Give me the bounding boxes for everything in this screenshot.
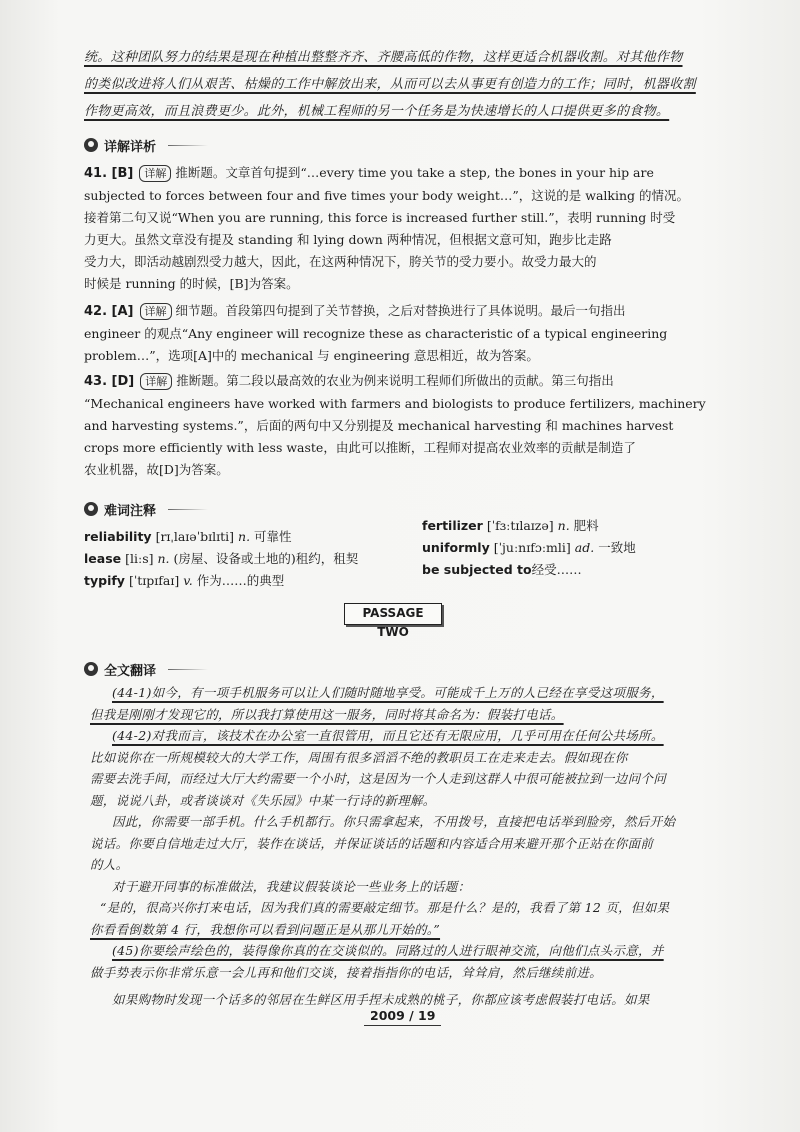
answer-number: 43. [D] bbox=[84, 374, 135, 389]
vocab-word: typify bbox=[84, 573, 125, 588]
translation-text: (44-2)对我而言，该技术在办公室一直很管用，而且它还有无限应用，几乎可用在任何公共场所。 bbox=[112, 728, 664, 743]
bullet-circle-icon bbox=[84, 662, 98, 676]
detail-tag: 详解 bbox=[139, 165, 171, 182]
translation-text: (44-1)如今，有一项手机服务可以让人们随时随地享受。可能成千上万的人已经在享受这项服务， bbox=[112, 685, 664, 700]
answer-line: 受力大，即活动越剧烈受力越大，因此，在这两种情况下，胯关节的受力要小。故受力最大的 bbox=[84, 254, 597, 269]
section-explain-heading bbox=[84, 134, 744, 156]
vocab-pron: [liːs] bbox=[125, 551, 154, 566]
vocab-pos: v. bbox=[183, 573, 193, 588]
answer-line: problem…”，选项[A]中的 mechanical 与 engineering 意思相近，故为答案。 bbox=[84, 348, 539, 363]
vocab-pos: n. bbox=[238, 529, 251, 544]
vocab-def: 可靠性 bbox=[254, 529, 292, 544]
translation-line: 需要去洗手间，而经过大厅大约需要一个小时，这是因为一个人走到这群人中很可能被拉到一边问个问 bbox=[90, 771, 667, 786]
answer-line: crops more efficiently with less waste，由此可以推断，工程师对提高农业效率的贡献是制造了 bbox=[84, 440, 636, 455]
vocab-pos: n. bbox=[557, 518, 570, 533]
vocab-left-list bbox=[84, 526, 414, 592]
vocab-def: 经受…… bbox=[531, 562, 582, 577]
answer-number: 41. [B] bbox=[84, 166, 134, 181]
translation-line bbox=[90, 725, 750, 747]
answer-line: 推断题。第二段以最高效的农业为例来说明工程师们所做出的贡献。第三句指出 bbox=[176, 373, 614, 388]
translation-text: (45)你要绘声绘色的，装得像你真的在交谈似的。同路过的人进行眼神交流，向他们点头示意，并 bbox=[112, 943, 664, 958]
answer-line: subjected to forces between four and five times your body weight…”，这说的是 walking 的情况。 bbox=[84, 188, 690, 203]
translation-line: “是的，很高兴你打来电话，因为我们真的需要敲定细节。那是什么？是的，我看了第 12 页，但如果 bbox=[100, 900, 670, 915]
translation-line bbox=[90, 940, 750, 962]
vocab-def: 一致地 bbox=[598, 540, 636, 555]
translation-text: 你看看倒数第 4 行，我想你可以看到问题正是从那儿开始的。” bbox=[90, 921, 441, 937]
vocab-def: 肥料 bbox=[573, 518, 599, 533]
answer-number: 42. [A] bbox=[84, 304, 134, 319]
vocab-item bbox=[84, 570, 414, 592]
vocab-def: (房屋、设备或土地的)租约，租契 bbox=[173, 551, 359, 566]
vocab-pron: [ˈjuːnɪfɔːmli] bbox=[493, 540, 571, 555]
answer-line: engineer 的观点“Any engineer will recognize these as characteristic of a typical engineering bbox=[84, 326, 668, 341]
section-explain-label: 详解详析 bbox=[104, 139, 157, 155]
vocab-word: reliability bbox=[84, 529, 152, 544]
answer-line: 推断题。文章首句提到“…every time you take a step, the bones in your hip are bbox=[175, 165, 654, 180]
top-line-2: 的类似改进将人们从艰苦、枯燥的工作中解放出来，从而可以去从事更有创造力的工作；同时，机器收割 bbox=[84, 77, 696, 92]
top-line-3 bbox=[84, 98, 744, 125]
answer-line: “Mechanical engineers have worked with farmers and biologists to produce fertilizers, machinery bbox=[84, 396, 706, 411]
translation-line: 做手势表示你非常乐意一会儿再和他们交谈，接着指指你的电话，耸耸肩，然后继续前进。 bbox=[90, 964, 603, 980]
translation-line: 比如说你在一所规模较大的大学工作，周围有很多滔滔不绝的教职员工在走来走去。假如现在你 bbox=[90, 749, 628, 765]
vocab-word: fertilizer bbox=[422, 518, 483, 533]
bullet-circle-icon bbox=[84, 502, 98, 516]
heading-rule bbox=[168, 145, 208, 146]
translation-line: 的人。 bbox=[90, 857, 129, 872]
translation-line bbox=[90, 682, 750, 704]
vocab-pron: [ˈfɜːtɪlaɪzə] bbox=[486, 518, 554, 533]
answer-line: and harvesting systems.”，后面的两句中又分别提及 mechanical harvesting 和 machines harvest bbox=[84, 418, 674, 433]
translation-line bbox=[90, 704, 750, 726]
answer-42 bbox=[84, 300, 744, 367]
bullet-circle-icon bbox=[84, 138, 98, 152]
vocab-item bbox=[422, 515, 752, 537]
answer-line: 农业机器，故[D]为答案。 bbox=[84, 462, 229, 477]
section-translate-heading bbox=[84, 658, 744, 680]
section-translate-label: 全文翻译 bbox=[104, 663, 157, 679]
vocab-pron: [ˈtɪpɪfaɪ] bbox=[128, 573, 180, 588]
translation-line: 对于避开同事的标准做法，我建议假装谈论一些业务上的话题： bbox=[112, 878, 471, 894]
translation-line: 如果购物时发现一个话多的邻居在生鲜区用手捏未成熟的桃子，你都应该考虑假装打电话。如果 bbox=[112, 992, 650, 1007]
answer-line: 细节题。首段第四句提到了关节替换，之后对替换进行了具体说明。最后一句指出 bbox=[175, 303, 626, 318]
translation-text: 但我是刚刚才发现它的，所以我打算使用这一服务，同时将其命名为：假装打电话。 bbox=[90, 706, 564, 722]
detail-tag: 详解 bbox=[140, 373, 172, 390]
vocab-word: uniformly bbox=[422, 540, 490, 555]
detail-tag: 详解 bbox=[140, 303, 172, 320]
vocab-item bbox=[84, 526, 414, 548]
vocab-pos: ad. bbox=[574, 540, 595, 555]
translation-line: 说话。你要自信地走过大厅，装作在谈话，并保证谈话的话题和内容适合用来避开那个正站在你面前 bbox=[90, 835, 654, 851]
translation-line: 题，说说八卦，或者谈谈对《失乐园》中某一行诗的新理解。 bbox=[90, 792, 436, 808]
vocab-item bbox=[422, 559, 752, 581]
vocab-word: be subjected to bbox=[422, 562, 532, 577]
answer-line: 时候是 running 的时候，[B]为答案。 bbox=[84, 276, 299, 291]
top-line-3-text: 作物更高效，而且浪费更少。此外，机械工程师的另一个任务是为快速增长的人口提供更多的食物。 bbox=[84, 104, 670, 119]
answer-43 bbox=[84, 370, 744, 481]
heading-rule bbox=[168, 669, 208, 670]
vocab-item bbox=[422, 537, 752, 559]
vocab-pron: [rɪˌlaɪəˈbɪlɪti] bbox=[155, 529, 235, 544]
top-paragraph bbox=[84, 44, 744, 125]
heading-rule bbox=[168, 509, 208, 510]
vocab-word: lease bbox=[84, 551, 122, 566]
translation-line bbox=[90, 919, 750, 941]
vocab-pos: n. bbox=[157, 551, 170, 566]
answer-41 bbox=[84, 162, 744, 295]
page-number: 2009 / 19 bbox=[370, 1008, 436, 1023]
answer-line: 力更大。虽然文章没有提及 standing 和 lying down 两种情况，但根据文意可知，跑步比走路 bbox=[84, 232, 612, 247]
passage-title: PASSAGE TWO bbox=[344, 603, 442, 625]
vocab-item bbox=[84, 548, 414, 570]
translation-line: 因此，你需要一部手机。什么手机都行。你只需拿起来，不用拨号，直接把电话举到脸旁，然后开始 bbox=[112, 814, 676, 829]
top-line-1: 统。这种团队努力的结果是现在种植出整整齐齐、齐腰高低的作物，这样更适合机器收割。对其他作物 bbox=[84, 50, 683, 65]
section-vocab-label: 难词注释 bbox=[104, 503, 157, 519]
translation-body bbox=[90, 682, 750, 1011]
answer-line: 接着第二句又说“When you are running, this force is increased further still.”，表明 running 时受 bbox=[84, 210, 676, 225]
vocab-def: 作为……的典型 bbox=[196, 573, 285, 588]
vocab-right-list bbox=[422, 515, 752, 581]
